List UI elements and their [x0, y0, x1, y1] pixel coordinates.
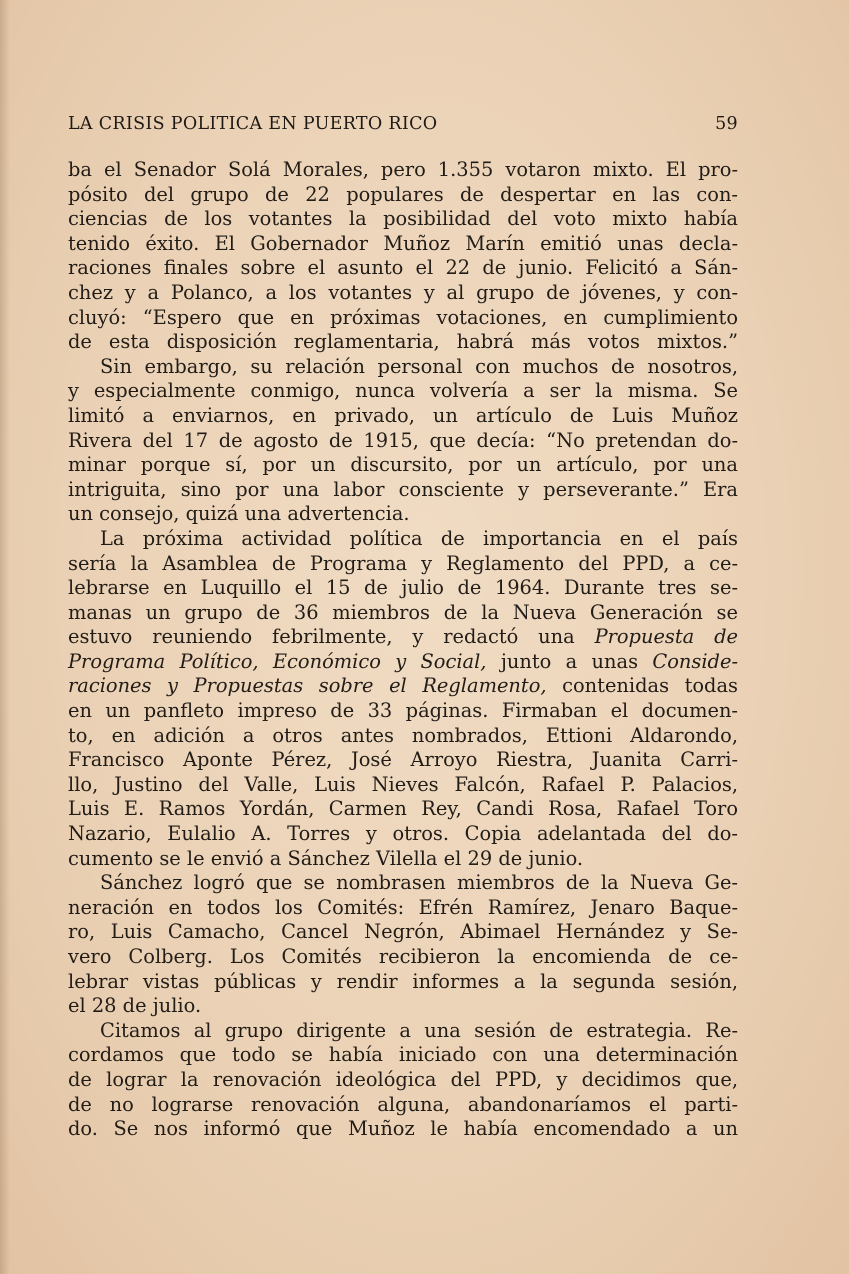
- text-line: un consejo, quizá una advertencia.: [68, 502, 410, 526]
- page-edge-shadow: [0, 0, 10, 1274]
- text-line: ba el Senador Solá Morales, pero 1.355 votaron mixto. El pro-: [68, 158, 738, 181]
- text-line: [68, 650, 738, 675]
- italic-title-segment: Conside-: [652, 649, 738, 673]
- italic-title-segment: Propuesta de: [594, 625, 738, 649]
- text-line: Citamos al grupo dirigente a una sesión de estrategia. Re-: [100, 1018, 738, 1042]
- text-line: limitó a enviarnos, en privado, un artículo de Luis Muñoz: [68, 403, 738, 427]
- text-line: sería la Asamblea de Programa y Reglamento del PPD, a ce-: [68, 551, 738, 575]
- body-text: [68, 158, 738, 1142]
- page-number: 59: [715, 114, 738, 134]
- text-line: [68, 674, 738, 699]
- text-line: Francisco Aponte Pérez, José Arroyo Riestra, Juanita Carri-: [68, 748, 738, 772]
- text-line: cumento se le envió a Sánchez Vilella el 29 de junio.: [68, 846, 584, 870]
- italic-title-segment: raciones y Propuestas sobre el Reglamento,: [68, 674, 547, 698]
- text-line: La próxima actividad política de importancia en el país: [100, 526, 738, 550]
- text-line: manas un grupo de 36 miembros de la Nueva Generación se: [68, 600, 738, 624]
- text-segment: contenidas todas: [562, 674, 738, 698]
- running-head-title: LA CRISIS POLITICA EN PUERTO RICO: [68, 114, 438, 134]
- text-line: Nazario, Eulalio A. Torres y otros. Copia adelantada del do-: [68, 822, 738, 846]
- text-line: vero Colberg. Los Comités recibieron la encomienda de ce-: [68, 945, 738, 968]
- text-line: Luis E. Ramos Yordán, Carmen Rey, Candi Rosa, Rafael Toro: [68, 797, 738, 821]
- text-line: ro, Luis Camacho, Cancel Negrón, Abimael Hernández y Se-: [68, 920, 738, 944]
- text-line: pósito del grupo de 22 populares de despertar en las con-: [68, 182, 738, 206]
- text-line: llo, Justino del Valle, Luis Nieves Falcón, Rafael P. Palacios,: [68, 772, 738, 796]
- text-line: cluyó: “Espero que en próximas votaciones, en cumplimiento: [68, 305, 738, 329]
- text-line: raciones finales sobre el asunto el 22 de junio. Felicitó a Sán-: [68, 256, 738, 280]
- text-line: lebrarse en Luquillo el 15 de julio de 1964. Durante tres se-: [68, 576, 738, 600]
- text-line: intriguita, sino por una labor consciente y perseverante.” Era: [68, 477, 738, 501]
- text-line: Sánchez logró que se nombrasen miembros de la Nueva Ge-: [100, 871, 738, 895]
- text-line: en un panfleto impreso de 33 páginas. Firmaban el documen-: [68, 699, 738, 723]
- text-line: de no lograrse renovación alguna, abandonaríamos el parti-: [68, 1092, 738, 1116]
- text-line: Rivera del 17 de agosto de 1915, que decía: “No pretendan do-: [68, 428, 738, 452]
- text-line: de esta disposición reglamentaria, habrá más votos mixtos.”: [68, 330, 738, 354]
- text-line: minar porque sí, por un discursito, por un artículo, por una: [68, 453, 738, 477]
- text-line: chez y a Polanco, a los votantes y al grupo de jóvenes, y con-: [68, 280, 738, 304]
- text-line: [68, 625, 738, 650]
- text-line: tenido éxito. El Gobernador Muñoz Marín emitió unas decla-: [68, 231, 738, 255]
- text-line: to, en adición a otros antes nombrados, Ettioni Aldarondo,: [68, 723, 738, 747]
- text-line: y especialmente conmigo, nunca volvería a ser la misma. Se: [68, 379, 738, 403]
- text-segment: junto a unas: [500, 649, 639, 673]
- text-line: ciencias de los votantes la posibilidad del voto mixto había: [68, 207, 738, 231]
- italic-title-segment: Programa Político, Económico y Social,: [68, 649, 487, 673]
- text-line: el 28 de julio.: [68, 994, 202, 1018]
- running-header: [68, 114, 738, 140]
- text-segment: estuvo reuniendo febrilmente, y redactó una: [68, 625, 575, 649]
- text-line: cordamos que todo se había iniciado con una determinación: [68, 1043, 738, 1067]
- text-line: neración en todos los Comités: Efrén Ramírez, Jenaro Baque-: [68, 895, 738, 919]
- text-line: Sin embargo, su relación personal con muchos de nosotros,: [100, 354, 738, 378]
- text-line: de lograr la renovación ideológica del PPD, y decidimos que,: [68, 1067, 738, 1091]
- text-line: do. Se nos informó que Muñoz le había encomendado a un: [68, 1117, 738, 1141]
- text-line: lebrar vistas públicas y rendir informes a la segunda sesión,: [68, 969, 738, 993]
